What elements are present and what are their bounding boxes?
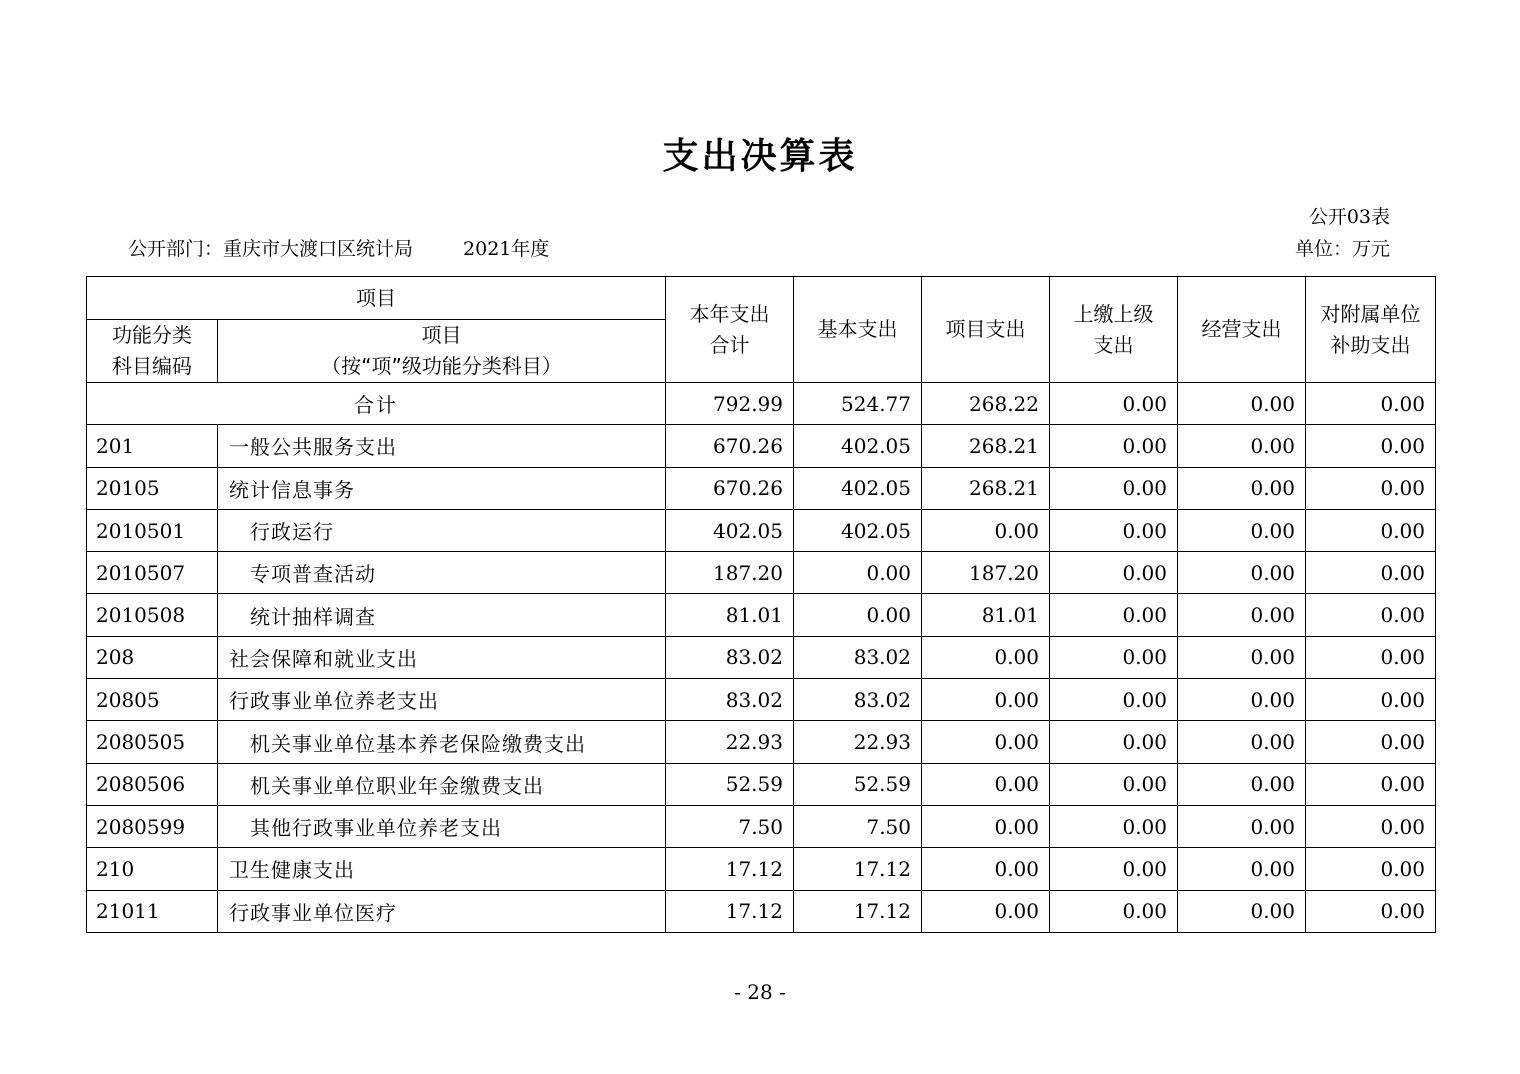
header-item-group: 项目 bbox=[87, 277, 666, 320]
expenditure-table bbox=[86, 276, 1436, 933]
row-code: 2010507 bbox=[87, 552, 218, 594]
row-value: 0.00 bbox=[794, 594, 922, 636]
row-value: 0.00 bbox=[1050, 467, 1178, 509]
row-value: 0.00 bbox=[1178, 848, 1306, 890]
row-value: 81.01 bbox=[666, 594, 794, 636]
row-value: 0.00 bbox=[1178, 721, 1306, 763]
row-value: 0.00 bbox=[922, 636, 1050, 678]
table-body bbox=[87, 383, 1436, 933]
header-code: 功能分类 科目编码 bbox=[87, 320, 218, 383]
total-cell: 792.99 bbox=[666, 383, 794, 425]
row-value: 83.02 bbox=[794, 679, 922, 721]
row-name: 机关事业单位职业年金缴费支出 bbox=[218, 763, 666, 805]
row-value: 0.00 bbox=[1178, 425, 1306, 467]
row-value: 402.05 bbox=[794, 425, 922, 467]
row-code: 20805 bbox=[87, 679, 218, 721]
row-code: 2080505 bbox=[87, 721, 218, 763]
unit-label: 单位：万元 bbox=[1294, 238, 1390, 260]
row-value: 0.00 bbox=[1178, 552, 1306, 594]
row-value: 7.50 bbox=[794, 805, 922, 847]
row-value: 0.00 bbox=[1050, 679, 1178, 721]
row-value: 0.00 bbox=[1178, 594, 1306, 636]
row-value: 83.02 bbox=[794, 636, 922, 678]
table-row bbox=[87, 467, 1436, 509]
table-row bbox=[87, 848, 1436, 890]
header-total: 本年支出 合计 bbox=[666, 277, 794, 383]
fiscal-year: 2021年度 bbox=[463, 238, 550, 260]
row-value: 0.00 bbox=[1050, 636, 1178, 678]
row-value: 0.00 bbox=[1306, 679, 1436, 721]
row-code: 2080506 bbox=[87, 763, 218, 805]
row-value: 0.00 bbox=[922, 509, 1050, 551]
total-cell: 0.00 bbox=[1178, 383, 1306, 425]
row-value: 0.00 bbox=[922, 890, 1050, 932]
row-name: 专项普查活动 bbox=[218, 552, 666, 594]
row-value: 0.00 bbox=[1178, 805, 1306, 847]
table-row bbox=[87, 763, 1436, 805]
total-cell: 524.77 bbox=[794, 383, 922, 425]
row-value: 0.00 bbox=[1306, 848, 1436, 890]
row-name: 行政事业单位医疗 bbox=[218, 890, 666, 932]
row-value: 268.21 bbox=[922, 467, 1050, 509]
total-cell: 0.00 bbox=[1306, 383, 1436, 425]
department-line bbox=[128, 234, 549, 261]
row-value: 0.00 bbox=[1050, 509, 1178, 551]
row-value: 22.93 bbox=[794, 721, 922, 763]
row-value: 0.00 bbox=[1306, 552, 1436, 594]
row-value: 402.05 bbox=[666, 509, 794, 551]
row-value: 0.00 bbox=[1178, 636, 1306, 678]
row-name: 行政运行 bbox=[218, 509, 666, 551]
table-row bbox=[87, 721, 1436, 763]
row-value: 0.00 bbox=[1306, 890, 1436, 932]
row-value: 0.00 bbox=[1306, 509, 1436, 551]
row-name: 卫生健康支出 bbox=[218, 848, 666, 890]
row-value: 0.00 bbox=[1306, 636, 1436, 678]
row-value: 0.00 bbox=[922, 805, 1050, 847]
row-name: 统计抽样调查 bbox=[218, 594, 666, 636]
row-code: 2080599 bbox=[87, 805, 218, 847]
row-value: 0.00 bbox=[922, 679, 1050, 721]
row-value: 0.00 bbox=[1178, 509, 1306, 551]
form-number: 公开03表 bbox=[1308, 206, 1390, 228]
row-value: 83.02 bbox=[666, 636, 794, 678]
row-value: 0.00 bbox=[1050, 848, 1178, 890]
row-value: 0.00 bbox=[1050, 425, 1178, 467]
table-header bbox=[87, 277, 1436, 383]
row-value: 402.05 bbox=[794, 509, 922, 551]
row-value: 0.00 bbox=[1306, 763, 1436, 805]
row-value: 0.00 bbox=[1050, 552, 1178, 594]
table-row bbox=[87, 425, 1436, 467]
row-value: 0.00 bbox=[1050, 594, 1178, 636]
header-subsidy: 对附属单位 补助支出 bbox=[1306, 277, 1436, 383]
row-value: 52.59 bbox=[666, 763, 794, 805]
row-code: 2010501 bbox=[87, 509, 218, 551]
row-value: 670.26 bbox=[666, 425, 794, 467]
row-value: 0.00 bbox=[1306, 467, 1436, 509]
table-row bbox=[87, 636, 1436, 678]
row-value: 81.01 bbox=[922, 594, 1050, 636]
row-value: 7.50 bbox=[666, 805, 794, 847]
row-value: 0.00 bbox=[1178, 890, 1306, 932]
row-code: 208 bbox=[87, 636, 218, 678]
row-value: 0.00 bbox=[922, 721, 1050, 763]
total-label: 合计 bbox=[87, 383, 666, 425]
row-value: 670.26 bbox=[666, 467, 794, 509]
row-value: 17.12 bbox=[666, 848, 794, 890]
row-code: 20105 bbox=[87, 467, 218, 509]
row-value: 52.59 bbox=[794, 763, 922, 805]
header-upper: 上缴上级 支出 bbox=[1050, 277, 1178, 383]
row-value: 268.21 bbox=[922, 425, 1050, 467]
row-code: 210 bbox=[87, 848, 218, 890]
row-value: 17.12 bbox=[794, 848, 922, 890]
row-name: 社会保障和就业支出 bbox=[218, 636, 666, 678]
department-name: 公开部门：重庆市大渡口区统计局 bbox=[128, 238, 414, 260]
table-row bbox=[87, 805, 1436, 847]
row-name: 统计信息事务 bbox=[218, 467, 666, 509]
row-value: 0.00 bbox=[1050, 890, 1178, 932]
row-name: 其他行政事业单位养老支出 bbox=[218, 805, 666, 847]
table-row bbox=[87, 509, 1436, 551]
row-value: 17.12 bbox=[666, 890, 794, 932]
table-row bbox=[87, 552, 1436, 594]
row-value: 0.00 bbox=[922, 848, 1050, 890]
row-name: 一般公共服务支出 bbox=[218, 425, 666, 467]
total-cell: 0.00 bbox=[1050, 383, 1178, 425]
row-value: 402.05 bbox=[794, 467, 922, 509]
total-row bbox=[87, 383, 1436, 425]
header-business: 经营支出 bbox=[1178, 277, 1306, 383]
row-code: 2010508 bbox=[87, 594, 218, 636]
row-code: 21011 bbox=[87, 890, 218, 932]
row-value: 0.00 bbox=[1306, 594, 1436, 636]
row-value: 17.12 bbox=[794, 890, 922, 932]
row-value: 0.00 bbox=[1050, 721, 1178, 763]
row-value: 0.00 bbox=[1050, 763, 1178, 805]
row-value: 187.20 bbox=[666, 552, 794, 594]
row-value: 83.02 bbox=[666, 679, 794, 721]
table-row bbox=[87, 890, 1436, 932]
row-value: 0.00 bbox=[1050, 805, 1178, 847]
row-name: 机关事业单位基本养老保险缴费支出 bbox=[218, 721, 666, 763]
row-value: 0.00 bbox=[922, 763, 1050, 805]
header-basic: 基本支出 bbox=[794, 277, 922, 383]
row-value: 0.00 bbox=[1178, 763, 1306, 805]
row-value: 22.93 bbox=[666, 721, 794, 763]
row-code: 201 bbox=[87, 425, 218, 467]
row-value: 0.00 bbox=[1178, 679, 1306, 721]
table-row bbox=[87, 679, 1436, 721]
row-value: 0.00 bbox=[794, 552, 922, 594]
page-number: - 28 - bbox=[734, 980, 786, 1004]
row-value: 187.20 bbox=[922, 552, 1050, 594]
header-item-name: 项目 （按“项”级功能分类科目） bbox=[218, 320, 666, 383]
row-name: 行政事业单位养老支出 bbox=[218, 679, 666, 721]
document-title: 支出决算表 bbox=[662, 136, 858, 177]
header-project: 项目支出 bbox=[922, 277, 1050, 383]
row-value: 0.00 bbox=[1178, 467, 1306, 509]
row-value: 0.00 bbox=[1306, 805, 1436, 847]
total-cell: 268.22 bbox=[922, 383, 1050, 425]
row-value: 0.00 bbox=[1306, 721, 1436, 763]
table-row bbox=[87, 594, 1436, 636]
row-value: 0.00 bbox=[1306, 425, 1436, 467]
